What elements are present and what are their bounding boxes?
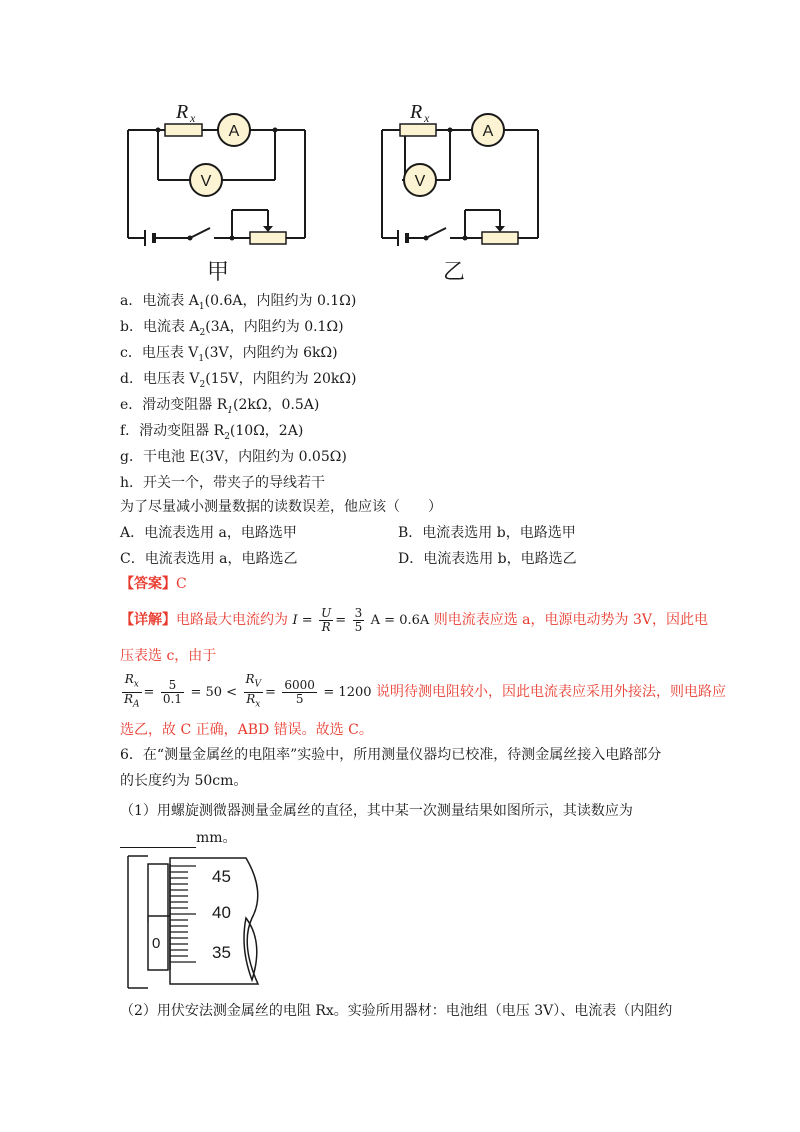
answer-value: C [176, 576, 187, 592]
q6-sub-1: （1）用螺旋测微器测量金属丝的直径，其中某一次测量结果如图所示，其读数应为 [120, 803, 633, 819]
answer [120, 574, 187, 594]
rx-sub-right: x [424, 111, 430, 125]
caption-yi: 乙 [443, 260, 466, 285]
micrometer-tick-35: 35 [212, 943, 231, 962]
micrometer-tick-45: 45 [212, 867, 231, 886]
explanation-line-2: 压表选 c，由于 [120, 648, 217, 664]
ammeter-label-left: A [228, 123, 240, 140]
explanation-line-3: $\frac{R_x}{R_A}$ = $\frac{5}{0.1}$ = 50 < $\frac{R_V}{R_x}$ = $\frac{6000}{5}$ = 1200 说明待测电阻较小，因此电流表应采用外接法，则电路应 [124, 672, 726, 709]
answer-tag: 【答案】 [120, 576, 176, 592]
choice-c: C．电流表选用 a，电路选乙 [120, 551, 298, 567]
ammeter-label-right: A [482, 123, 494, 140]
choice-a: A．电流表选用 a，电路选甲 [120, 525, 297, 541]
explanation-line-4: 选乙，故 C 正确，ABD 错误。故选 C。 [120, 722, 373, 738]
voltmeter-label-left: V [200, 173, 212, 190]
answer-blank[interactable] [120, 833, 196, 848]
choice-b: B．电流表选用 b，电路选甲 [398, 525, 576, 541]
option-a: a．电流表 $A_1(0.6A$，内阻约为 0.1Ω) [120, 293, 357, 312]
option-b: b．电流表 $A_2(3A$，内阻约为 0.1Ω) [120, 319, 344, 338]
q6-line-1: 6．在“测量金属丝的电阻率”实验中，所用测量仪器均已校准，待测金属丝接入电路部分 [120, 747, 662, 763]
micrometer-tick-0: 0 [152, 935, 161, 952]
option-g: g．干电池 E(3V，内阻约为 0.05Ω) [120, 449, 347, 465]
option-h: h．开关一个，带夹子的导线若干 [120, 475, 326, 491]
option-d: d．电压表 $V_2(15V$，内阻约为 20kΩ) [120, 371, 357, 390]
voltmeter-label-right: V [414, 173, 426, 190]
rx-sub-left: x [190, 111, 196, 125]
q6-line-2: 的长度约为 50cm。 [120, 773, 248, 789]
circuit-diagrams [110, 90, 580, 290]
caption-jia: 甲 [207, 260, 230, 285]
option-f: f．滑动变阻器 $R_2(10\Omega$，2A) [120, 423, 304, 442]
question-stem: 为了尽量减小测量数据的读数误差，他应该（ ） [120, 499, 442, 515]
rx-label-left: R [176, 101, 189, 123]
choice-d: D．电流表选用 b，电路选乙 [398, 551, 577, 567]
q6-sub-2: （2）用伏安法测金属丝的电阻 Rx。实验所用器材：电池组（电压 3V）、电流表（内阻约 [120, 1003, 673, 1019]
micrometer-figure [118, 852, 288, 992]
option-c: c．电压表 $V_1(3V$，内阻约为 6kΩ) [120, 345, 338, 364]
option-e: e．滑动变阻器 $R_1(2k\Omega$，0.5A) [120, 397, 320, 416]
rx-label-right: R [410, 101, 423, 123]
explanation-line-1: 【详解】电路最大电流约为 I = $\frac{U}{R}$ = $\frac{3}{5}$ A = 0.6A 则电流表应选 a，电源电动势为 3V，因此电 [120, 605, 708, 634]
micrometer-tick-40: 40 [212, 903, 231, 922]
q6-blank: mm。 [120, 828, 237, 848]
